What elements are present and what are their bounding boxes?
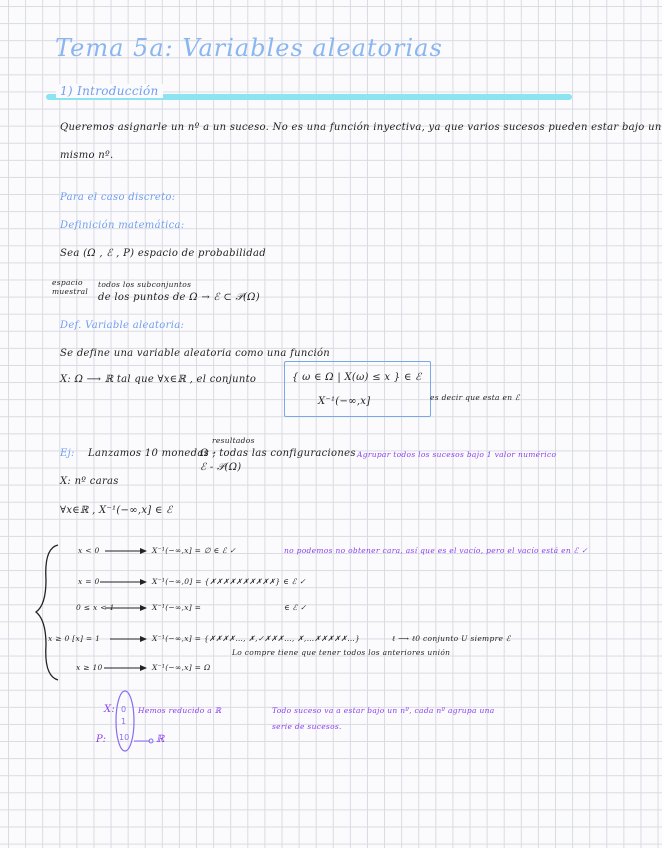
case-5-condition: x ≥ 10 xyxy=(76,663,103,672)
bottom-p-label: P: xyxy=(96,734,107,745)
example-x-definition: X: nº caras xyxy=(60,476,119,487)
definition-set-line-1: { ω ∈ Ω | X(ω) ≤ x } ∈ ℰ xyxy=(292,372,422,383)
bottom-right-note-2: serie de sucesos. xyxy=(272,722,342,731)
case-5-result: X⁻¹(−∞,x] = Ω xyxy=(152,663,211,672)
intro-line-1: Queremos asignarle un nº a un suceso. No es una función inyectiva, ya que varios sucesos pueden estar bajo un xyxy=(60,122,662,133)
bottom-x-label: X: xyxy=(104,704,116,715)
bottom-x-note: Hemos reducido a ℝ xyxy=(138,706,222,715)
intro-line-2: mismo nº. xyxy=(60,150,114,161)
svg-text:10: 10 xyxy=(119,733,130,742)
definition-sentence: Se define una variable aleatoria como una función xyxy=(60,348,331,359)
example-events-line: ℰ - 𝒫(Ω) xyxy=(200,462,242,473)
case-2-condition: x = 0 xyxy=(78,577,100,586)
example-note: Agrupar todos los sucesos bajo 1 valor numérico xyxy=(357,450,557,459)
bottom-right-note-1: Todo suceso va a estar bajo un nº, cada nº agrupa una xyxy=(272,706,495,715)
svg-text:0: 0 xyxy=(121,705,127,714)
case-1-result: X⁻¹(−∞,x] = ∅ ∈ ℰ ✓ xyxy=(152,546,237,555)
section-heading: 1) Introducción xyxy=(56,84,163,98)
case-1-condition: x < 0 xyxy=(78,546,100,555)
note-omega: espacio muestral xyxy=(52,278,89,296)
case-4-result: X⁻¹(−∞,x] = {✗✗✗✗…, ✗,✓✗✗✗…, ✗,…✗✗✗✗✗…} xyxy=(152,634,361,643)
example-label: Ej: xyxy=(60,448,75,459)
cases-subnote: Lo compre tiene que tener todos los anteriores unión xyxy=(232,648,451,657)
case-2-result: X⁻¹(−∞,0] = {✗✗✗✗✗✗✗✗✗✗} ∈ ℰ ✓ xyxy=(152,577,306,586)
case-3-note: ∈ ℰ ✓ xyxy=(284,603,307,612)
note-events-2: de los puntos de Ω → ℰ ⊂ 𝒫(Ω) xyxy=(98,292,260,303)
svg-text:1: 1 xyxy=(121,717,127,726)
subheading-discrete: Para el caso discreto: xyxy=(60,192,176,203)
case-1-note: no podemos no obtener cara, así que es el vacío, pero el vacío está en ℰ ✓ xyxy=(284,546,588,555)
case-4-condition: x ≥ 0 [x] = 1 xyxy=(48,634,101,643)
example-condition: ∀x∈ℝ , X⁻¹(−∞,x] ∈ ℰ xyxy=(60,505,173,516)
case-4-note: ℓ ⟶ ℓ0 conjunto U siempre ℰ xyxy=(392,634,511,643)
subheading-math-def: Definición matemática: xyxy=(60,220,185,231)
definition-mapping: X: Ω ⟶ ℝ tal que ∀x∈ℝ , el conjunto xyxy=(60,374,257,385)
example-omega-above: resultados xyxy=(212,436,255,445)
note-events-1: todos los subconjuntos xyxy=(98,280,192,289)
probability-space-sentence: Sea (Ω , ℰ , P) espacio de probabilidad xyxy=(60,248,266,259)
example-sentence: Lanzamos 10 monedas ; xyxy=(88,448,217,459)
definition-set-note: es decir que esta en ℰ xyxy=(430,393,520,402)
example-omega-line: Ω - todas las configuraciones xyxy=(200,448,356,459)
case-3-condition: 0 ≤ x < 1 xyxy=(76,603,115,612)
subheading-random-variable: Def. Variable aleatoria: xyxy=(60,320,185,331)
page-title: Tema 5a: Variables aleatorias xyxy=(55,34,443,62)
bottom-p-target: ℝ xyxy=(156,734,165,745)
definition-set-line-2: X⁻¹(−∞,x] xyxy=(318,396,371,407)
case-3-result: X⁻¹(−∞,x] = xyxy=(152,603,202,612)
